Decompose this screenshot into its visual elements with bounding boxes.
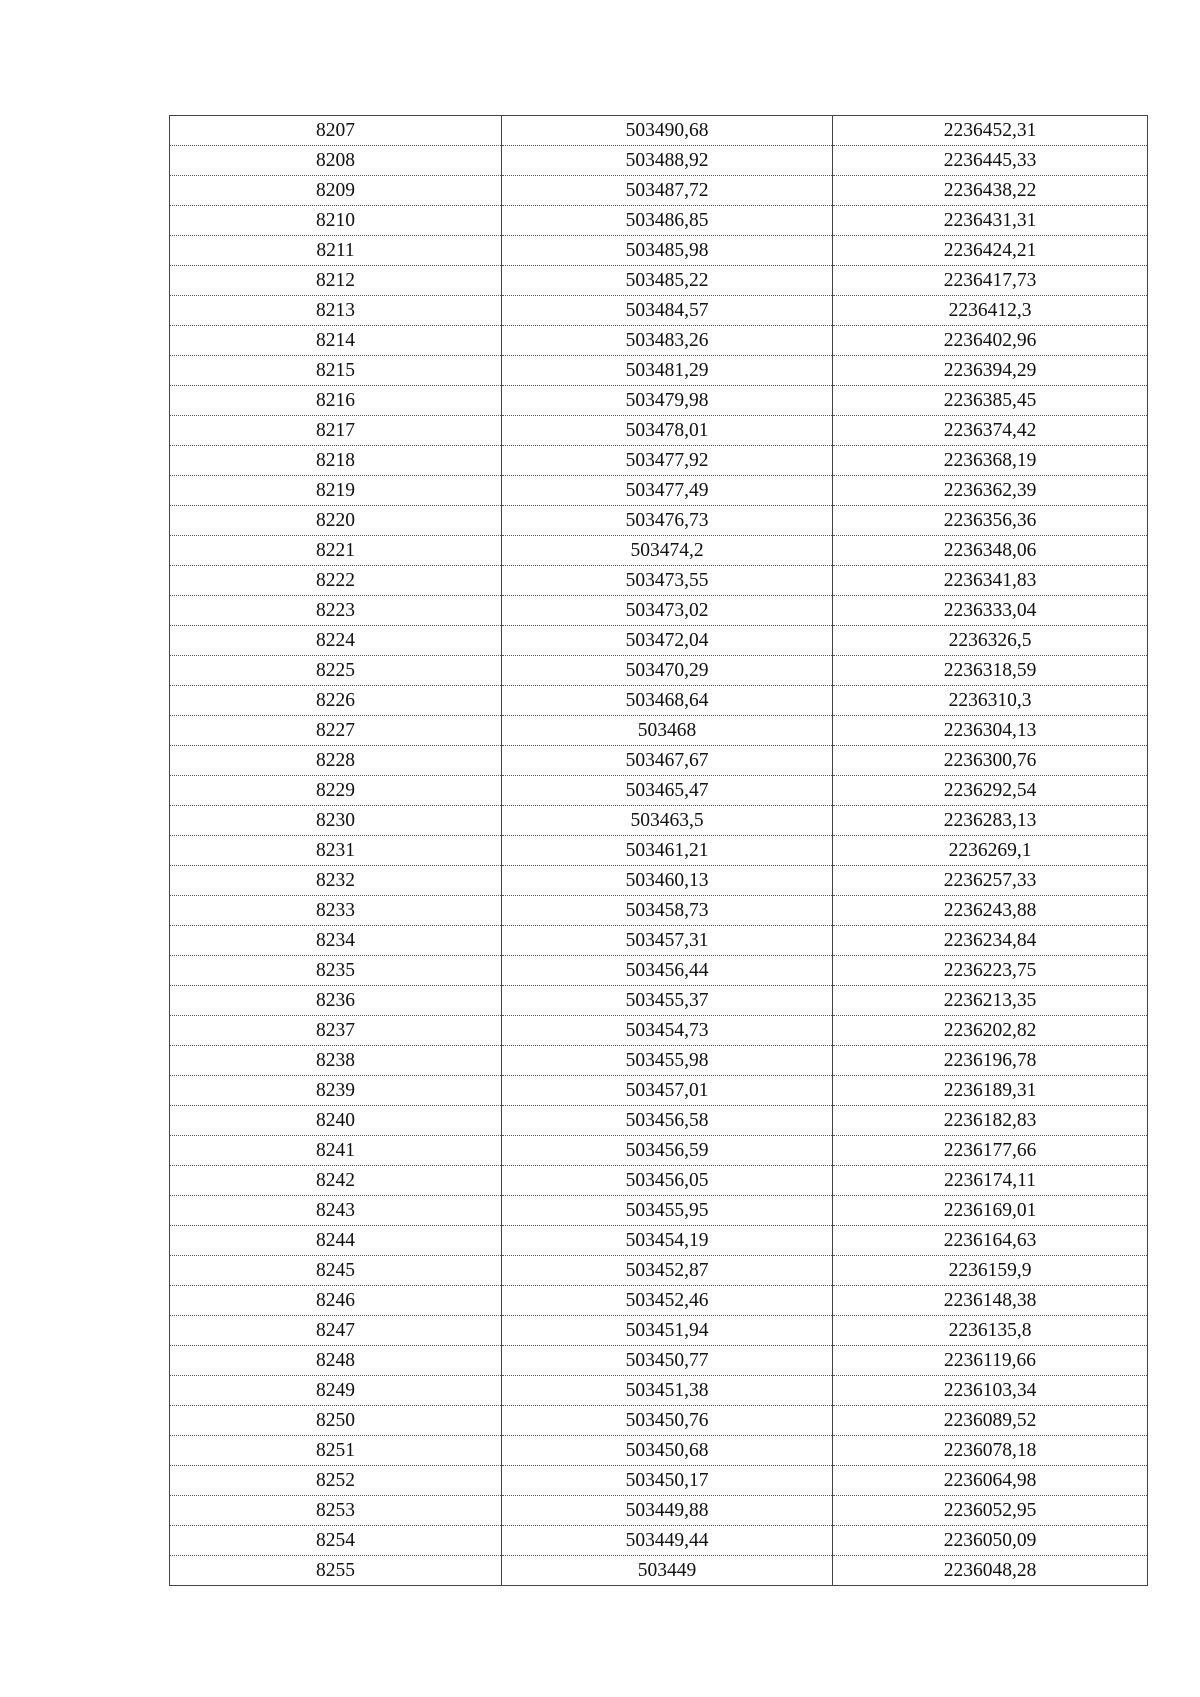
table-row	[170, 1436, 1148, 1466]
table-row	[170, 1136, 1148, 1166]
y-coordinate-cell: 2236326,5	[833, 626, 1148, 656]
point-number-cell: 8216	[170, 386, 502, 416]
y-coordinate-cell: 2236169,01	[833, 1196, 1148, 1226]
y-coordinate-cell: 2236052,95	[833, 1496, 1148, 1526]
y-coordinate-cell: 2236445,33	[833, 146, 1148, 176]
point-number-cell: 8211	[170, 236, 502, 266]
x-coordinate-cell: 503474,2	[502, 536, 833, 566]
point-number-cell: 8238	[170, 1046, 502, 1076]
x-coordinate-cell: 503461,21	[502, 836, 833, 866]
y-coordinate-cell: 2236348,06	[833, 536, 1148, 566]
x-coordinate-cell: 503450,76	[502, 1406, 833, 1436]
x-coordinate-cell: 503449	[502, 1556, 833, 1586]
table-row	[170, 746, 1148, 776]
point-number-cell: 8219	[170, 476, 502, 506]
point-number-cell: 8254	[170, 1526, 502, 1556]
point-number-cell: 8235	[170, 956, 502, 986]
point-number-cell: 8226	[170, 686, 502, 716]
table-row	[170, 1196, 1148, 1226]
table-row	[170, 146, 1148, 176]
x-coordinate-cell: 503484,57	[502, 296, 833, 326]
x-coordinate-cell: 503485,22	[502, 266, 833, 296]
coordinates-table-body	[170, 116, 1148, 1586]
x-coordinate-cell: 503457,31	[502, 926, 833, 956]
point-number-cell: 8233	[170, 896, 502, 926]
y-coordinate-cell: 2236368,19	[833, 446, 1148, 476]
point-number-cell: 8230	[170, 806, 502, 836]
table-row	[170, 596, 1148, 626]
point-number-cell: 8247	[170, 1316, 502, 1346]
x-coordinate-cell: 503463,5	[502, 806, 833, 836]
table-row	[170, 1226, 1148, 1256]
x-coordinate-cell: 503455,98	[502, 1046, 833, 1076]
y-coordinate-cell: 2236310,3	[833, 686, 1148, 716]
point-number-cell: 8222	[170, 566, 502, 596]
point-number-cell: 8255	[170, 1556, 502, 1586]
y-coordinate-cell: 2236333,04	[833, 596, 1148, 626]
point-number-cell: 8207	[170, 116, 502, 146]
point-number-cell: 8249	[170, 1376, 502, 1406]
x-coordinate-cell: 503451,38	[502, 1376, 833, 1406]
table-row	[170, 686, 1148, 716]
table-row	[170, 776, 1148, 806]
table-row	[170, 1016, 1148, 1046]
point-number-cell: 8225	[170, 656, 502, 686]
table-row	[170, 986, 1148, 1016]
table-row	[170, 1496, 1148, 1526]
y-coordinate-cell: 2236234,84	[833, 926, 1148, 956]
point-number-cell: 8232	[170, 866, 502, 896]
table-row	[170, 656, 1148, 686]
table-row	[170, 1046, 1148, 1076]
point-number-cell: 8231	[170, 836, 502, 866]
x-coordinate-cell: 503451,94	[502, 1316, 833, 1346]
point-number-cell: 8218	[170, 446, 502, 476]
y-coordinate-cell: 2236182,83	[833, 1106, 1148, 1136]
coordinates-table	[169, 115, 1148, 1586]
table-row	[170, 1346, 1148, 1376]
y-coordinate-cell: 2236159,9	[833, 1256, 1148, 1286]
point-number-cell: 8208	[170, 146, 502, 176]
y-coordinate-cell: 2236164,63	[833, 1226, 1148, 1256]
y-coordinate-cell: 2236417,73	[833, 266, 1148, 296]
point-number-cell: 8210	[170, 206, 502, 236]
y-coordinate-cell: 2236431,31	[833, 206, 1148, 236]
x-coordinate-cell: 503472,04	[502, 626, 833, 656]
x-coordinate-cell: 503467,67	[502, 746, 833, 776]
x-coordinate-cell: 503477,92	[502, 446, 833, 476]
point-number-cell: 8240	[170, 1106, 502, 1136]
y-coordinate-cell: 2236135,8	[833, 1316, 1148, 1346]
y-coordinate-cell: 2236064,98	[833, 1466, 1148, 1496]
table-row	[170, 176, 1148, 206]
point-number-cell: 8224	[170, 626, 502, 656]
table-row	[170, 236, 1148, 266]
point-number-cell: 8246	[170, 1286, 502, 1316]
table-row	[170, 1376, 1148, 1406]
table-row	[170, 416, 1148, 446]
x-coordinate-cell: 503456,58	[502, 1106, 833, 1136]
x-coordinate-cell: 503487,72	[502, 176, 833, 206]
x-coordinate-cell: 503468	[502, 716, 833, 746]
x-coordinate-cell: 503473,55	[502, 566, 833, 596]
y-coordinate-cell: 2236356,36	[833, 506, 1148, 536]
y-coordinate-cell: 2236438,22	[833, 176, 1148, 206]
x-coordinate-cell: 503454,19	[502, 1226, 833, 1256]
y-coordinate-cell: 2236341,83	[833, 566, 1148, 596]
x-coordinate-cell: 503452,87	[502, 1256, 833, 1286]
y-coordinate-cell: 2236177,66	[833, 1136, 1148, 1166]
point-number-cell: 8234	[170, 926, 502, 956]
table-row	[170, 296, 1148, 326]
point-number-cell: 8214	[170, 326, 502, 356]
y-coordinate-cell: 2236202,82	[833, 1016, 1148, 1046]
y-coordinate-cell: 2236374,42	[833, 416, 1148, 446]
y-coordinate-cell: 2236189,31	[833, 1076, 1148, 1106]
point-number-cell: 8248	[170, 1346, 502, 1376]
point-number-cell: 8228	[170, 746, 502, 776]
table-row	[170, 1076, 1148, 1106]
x-coordinate-cell: 503450,17	[502, 1466, 833, 1496]
y-coordinate-cell: 2236050,09	[833, 1526, 1148, 1556]
point-number-cell: 8251	[170, 1436, 502, 1466]
point-number-cell: 8227	[170, 716, 502, 746]
x-coordinate-cell: 503449,44	[502, 1526, 833, 1556]
table-row	[170, 386, 1148, 416]
x-coordinate-cell: 503478,01	[502, 416, 833, 446]
table-row	[170, 896, 1148, 926]
y-coordinate-cell: 2236174,11	[833, 1166, 1148, 1196]
point-number-cell: 8229	[170, 776, 502, 806]
point-number-cell: 8215	[170, 356, 502, 386]
point-number-cell: 8245	[170, 1256, 502, 1286]
y-coordinate-cell: 2236424,21	[833, 236, 1148, 266]
x-coordinate-cell: 503479,98	[502, 386, 833, 416]
x-coordinate-cell: 503456,44	[502, 956, 833, 986]
point-number-cell: 8241	[170, 1136, 502, 1166]
table-row	[170, 1256, 1148, 1286]
point-number-cell: 8236	[170, 986, 502, 1016]
table-row	[170, 266, 1148, 296]
x-coordinate-cell: 503477,49	[502, 476, 833, 506]
point-number-cell: 8209	[170, 176, 502, 206]
x-coordinate-cell: 503452,46	[502, 1286, 833, 1316]
table-row	[170, 1466, 1148, 1496]
table-row	[170, 926, 1148, 956]
point-number-cell: 8242	[170, 1166, 502, 1196]
point-number-cell: 8243	[170, 1196, 502, 1226]
y-coordinate-cell: 2236089,52	[833, 1406, 1148, 1436]
y-coordinate-cell: 2236402,96	[833, 326, 1148, 356]
y-coordinate-cell: 2236196,78	[833, 1046, 1148, 1076]
y-coordinate-cell: 2236318,59	[833, 656, 1148, 686]
table-row	[170, 356, 1148, 386]
x-coordinate-cell: 503460,13	[502, 866, 833, 896]
table-row	[170, 836, 1148, 866]
y-coordinate-cell: 2236362,39	[833, 476, 1148, 506]
point-number-cell: 8237	[170, 1016, 502, 1046]
point-number-cell: 8220	[170, 506, 502, 536]
y-coordinate-cell: 2236078,18	[833, 1436, 1148, 1466]
y-coordinate-cell: 2236300,76	[833, 746, 1148, 776]
point-number-cell: 8253	[170, 1496, 502, 1526]
x-coordinate-cell: 503468,64	[502, 686, 833, 716]
x-coordinate-cell: 503450,77	[502, 1346, 833, 1376]
y-coordinate-cell: 2236304,13	[833, 716, 1148, 746]
point-number-cell: 8239	[170, 1076, 502, 1106]
point-number-cell: 8217	[170, 416, 502, 446]
y-coordinate-cell: 2236223,75	[833, 956, 1148, 986]
x-coordinate-cell: 503490,68	[502, 116, 833, 146]
table-row	[170, 566, 1148, 596]
y-coordinate-cell: 2236148,38	[833, 1286, 1148, 1316]
x-coordinate-cell: 503488,92	[502, 146, 833, 176]
table-row	[170, 626, 1148, 656]
x-coordinate-cell: 503486,85	[502, 206, 833, 236]
x-coordinate-cell: 503455,95	[502, 1196, 833, 1226]
point-number-cell: 8250	[170, 1406, 502, 1436]
table-row	[170, 1556, 1148, 1586]
y-coordinate-cell: 2236394,29	[833, 356, 1148, 386]
point-number-cell: 8221	[170, 536, 502, 566]
x-coordinate-cell: 503458,73	[502, 896, 833, 926]
table-row	[170, 1406, 1148, 1436]
x-coordinate-cell: 503457,01	[502, 1076, 833, 1106]
x-coordinate-cell: 503483,26	[502, 326, 833, 356]
y-coordinate-cell: 2236243,88	[833, 896, 1148, 926]
x-coordinate-cell: 503470,29	[502, 656, 833, 686]
y-coordinate-cell: 2236213,35	[833, 986, 1148, 1016]
y-coordinate-cell: 2236385,45	[833, 386, 1148, 416]
table-row	[170, 206, 1148, 236]
table-row	[170, 536, 1148, 566]
x-coordinate-cell: 503449,88	[502, 1496, 833, 1526]
table-row	[170, 116, 1148, 146]
table-row	[170, 476, 1148, 506]
point-number-cell: 8213	[170, 296, 502, 326]
point-number-cell: 8244	[170, 1226, 502, 1256]
x-coordinate-cell: 503485,98	[502, 236, 833, 266]
table-row	[170, 446, 1148, 476]
y-coordinate-cell: 2236257,33	[833, 866, 1148, 896]
x-coordinate-cell: 503465,47	[502, 776, 833, 806]
y-coordinate-cell: 2236269,1	[833, 836, 1148, 866]
point-number-cell: 8223	[170, 596, 502, 626]
table-row	[170, 1166, 1148, 1196]
y-coordinate-cell: 2236452,31	[833, 116, 1148, 146]
y-coordinate-cell: 2236412,3	[833, 296, 1148, 326]
table-row	[170, 1106, 1148, 1136]
y-coordinate-cell: 2236119,66	[833, 1346, 1148, 1376]
table-row	[170, 806, 1148, 836]
x-coordinate-cell: 503455,37	[502, 986, 833, 1016]
x-coordinate-cell: 503476,73	[502, 506, 833, 536]
table-row	[170, 1286, 1148, 1316]
table-row	[170, 866, 1148, 896]
x-coordinate-cell: 503473,02	[502, 596, 833, 626]
table-row	[170, 1526, 1148, 1556]
table-row	[170, 326, 1148, 356]
y-coordinate-cell: 2236283,13	[833, 806, 1148, 836]
table-row	[170, 1316, 1148, 1346]
x-coordinate-cell: 503454,73	[502, 1016, 833, 1046]
table-row	[170, 506, 1148, 536]
point-number-cell: 8252	[170, 1466, 502, 1496]
point-number-cell: 8212	[170, 266, 502, 296]
x-coordinate-cell: 503456,05	[502, 1166, 833, 1196]
table-row	[170, 716, 1148, 746]
x-coordinate-cell: 503481,29	[502, 356, 833, 386]
y-coordinate-cell: 2236103,34	[833, 1376, 1148, 1406]
x-coordinate-cell: 503456,59	[502, 1136, 833, 1166]
y-coordinate-cell: 2236048,28	[833, 1556, 1148, 1586]
x-coordinate-cell: 503450,68	[502, 1436, 833, 1466]
y-coordinate-cell: 2236292,54	[833, 776, 1148, 806]
table-row	[170, 956, 1148, 986]
